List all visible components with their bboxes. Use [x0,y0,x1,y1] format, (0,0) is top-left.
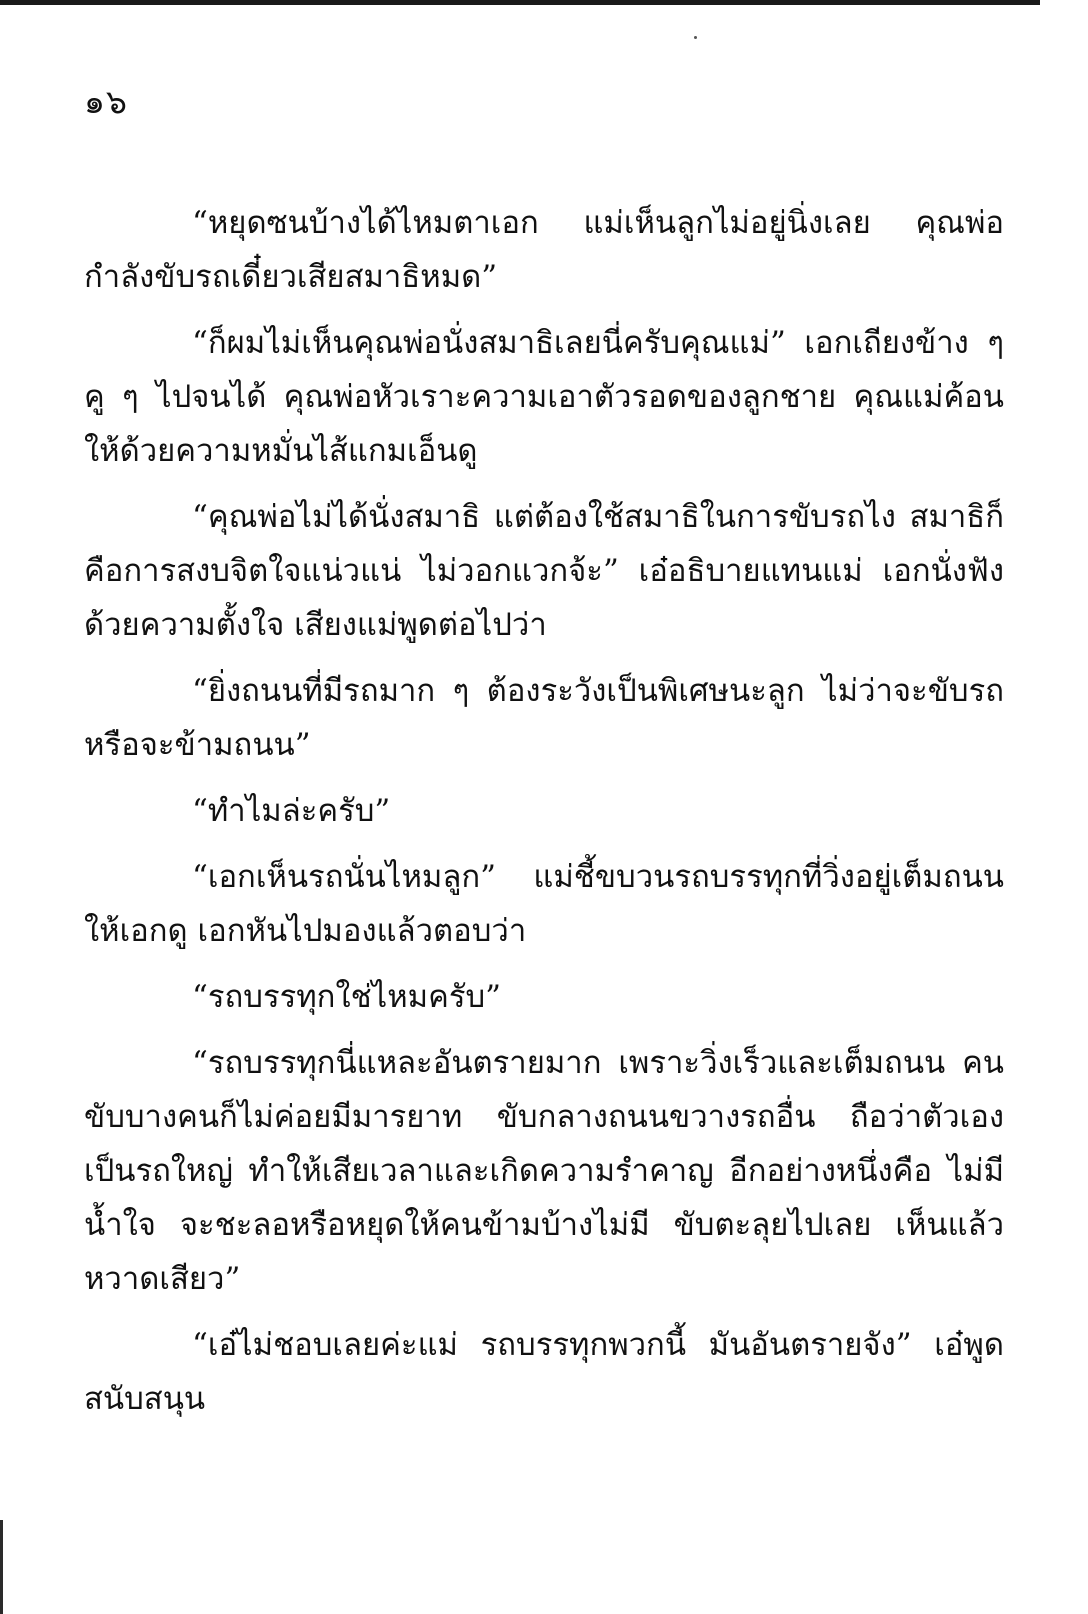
text-line: สนับสนุน [84,1381,206,1417]
text-line: น้ำใจ จะชะลอหรือหยุดให้คนข้ามบ้างไม่มี ขับตะลุยไปเลย เห็นแล้ว [84,1207,1004,1243]
text-line: “ยิ่งถนนที่มีรถมาก ๆ ต้องระวังเป็นพิเศษนะลูก ไม่ว่าจะขับรถ [192,673,1004,709]
text-line: ด้วยความตั้งใจ เสียงแม่พูดต่อไปว่า [84,607,547,643]
text-line: “หยุดซนบ้างได้ไหมตาเอก แม่เห็นลูกไม่อยู่นิ่งเลย คุณพ่อ [192,205,1004,241]
text-line: หรือจะข้ามถนน” [84,727,311,763]
text-line: คู ๆ ไปจนได้ คุณพ่อหัวเราะความเอาตัวรอดของลูกชาย คุณแม่ค้อน [84,379,1004,415]
page-number: ๑๖ [84,82,128,121]
text-line: “รถบรรทุกใช่ไหมครับ” [192,979,502,1015]
scan-speck [694,36,697,39]
left-edge-line [0,1520,3,1614]
text-line: ให้ด้วยความหมั่นไส้แกมเอ็นดู [84,433,478,469]
text-line: “ทำไมล่ะครับ” [192,793,391,829]
body-text [84,196,1004,1426]
text-line: “คุณพ่อไม่ได้นั่งสมาธิ แต่ต้องใช้สมาธิในการขับรถไง สมาธิก็ [192,499,1004,535]
text-line: เป็นรถใหญ่ ทำให้เสียเวลาและเกิดความรำคาญ อีกอย่างหนึ่งคือ ไม่มี [84,1153,1004,1189]
text-line: ขับบางคนก็ไม่ค่อยมีมารยาท ขับกลางถนนขวางรถอื่น ถือว่าตัวเอง [84,1099,1004,1135]
text-line: “รถบรรทุกนี่แหละอันตรายมาก เพราะวิ่งเร็วและเต็มถนน คน [192,1045,1004,1081]
text-line: “เอ๋ไม่ชอบเลยค่ะแม่ รถบรรทุกพวกนี้ มันอันตรายจัง” เอ๋พูด [192,1327,1004,1363]
text-line: กำลังขับรถเดี๋ยวเสียสมาธิหมด” [84,259,498,295]
text-line: ให้เอกดู เอกหันไปมองแล้วตอบว่า [84,913,527,949]
text-line: คือการสงบจิตใจแน่วแน่ ไม่วอกแวกจ้ะ” เอ๋อธิบายแทนแม่ เอกนั่งฟัง [84,553,1004,589]
text-line: หวาดเสียว” [84,1261,241,1297]
text-line: “เอกเห็นรถนั่นไหมลูก” แม่ชี้ขบวนรถบรรทุกที่วิ่งอยู่เต็มถนน [192,859,1004,895]
text-line: “ก็ผมไม่เห็นคุณพ่อนั่งสมาธิเลยนี่ครับคุณแม่” เอกเถียงข้าง ๆ [192,325,1004,361]
top-border-line [0,0,1040,5]
